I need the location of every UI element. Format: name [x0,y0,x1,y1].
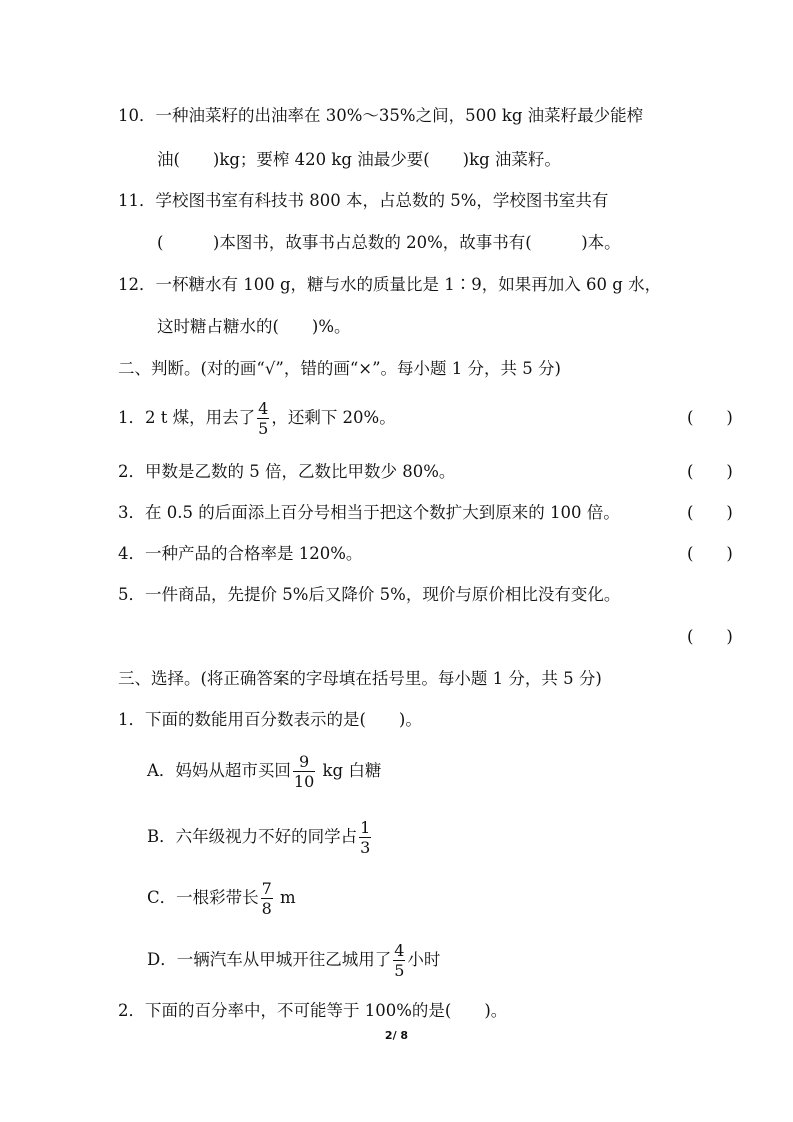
item-text: 一种油菜籽的出油率在 30%～35%之间，500 kg 油菜籽最少能榨 [155,106,644,125]
fraction-numerator: 4 [258,398,269,418]
item-number: 3． [118,503,145,522]
option-label: A． [147,761,176,780]
mc-option-b[interactable] [147,813,373,861]
item-12-line-1 [118,274,661,296]
mc-option-a[interactable] [147,747,381,795]
option-text-pre: 妈妈从超市买回 [175,761,291,780]
mc-question-1: 1．下面的数能用百分数表示的是( )。 [118,710,422,729]
section-2-title: 二、判断。(对的画“√”，错的画“×”。每小题 1 分，共 5 分) [118,359,561,378]
tf-item-5 [118,584,620,606]
tf-item-1 [118,396,396,440]
fraction-denominator: 5 [394,960,405,980]
option-text-pre: 六年级视力不好的同学占 [175,827,358,846]
answer-paren-4[interactable]: ( ) [687,544,733,563]
item-12-line-2 [157,316,351,338]
item-10-line-2 [157,149,561,171]
answer-paren-2[interactable]: ( ) [687,462,733,481]
fraction-numerator: 1 [360,817,371,837]
option-text-post: kg 白糖 [317,761,382,780]
item-number: 10． [118,106,156,125]
tf-item-2 [118,461,455,483]
option-text-pre: 一辆汽车从甲城开往乙城用了 [176,950,392,969]
tf-item-3 [118,502,620,524]
mc-option-d[interactable] [147,936,440,984]
section-3-title: 三、选择。(将正确答案的字母填在括号里。每小题 1 分，共 5 分) [118,669,602,688]
option-label: B． [147,827,176,846]
item-text: 在 0.5 的后面添上百分号相当于把这个数扩大到原来的 100 倍。 [145,503,620,522]
item-text: 一种产品的合格率是 120%。 [145,544,363,563]
item-number: 2． [118,462,145,481]
item-number: 5． [118,585,145,604]
item-text-post: ，还剩下 20%。 [271,408,396,427]
item-10-line-1 [118,105,643,127]
item-text: ( )本图书，故事书占总数的 20%，故事书有( )本。 [157,233,621,252]
fraction-denominator: 5 [258,418,269,438]
fraction [261,878,273,918]
item-text: 学校图书室有科技书 800 本，占总数的 5%，学校图书室共有 [155,191,609,210]
item-text: 油( )kg；要榨 420 kg 油最少要( )kg 油菜籽。 [157,150,561,169]
option-text-pre: 一根彩带长 [176,888,259,907]
tf-item-4 [118,543,362,565]
item-number: 11． [118,191,156,210]
option-text-post: 小时 [407,950,441,969]
fraction-denominator: 10 [293,771,315,791]
item-text: 一件商品，先提价 5%后又降价 5%，现价与原价相比没有变化。 [145,585,621,604]
option-label: C． [147,888,177,907]
item-number: 1． [118,408,145,427]
fraction-denominator: 3 [360,837,371,857]
fraction-numerator: 7 [261,878,272,898]
item-text-pre: 2 t 煤，用去了 [145,408,256,427]
item-text: 一杯糖水有 100 g，糖与水的质量比是 1∶9，如果再加入 60 g 水， [155,275,662,294]
item-11-line-1 [118,190,608,212]
page-number: 2/ 8 [384,1029,409,1042]
fraction [359,817,371,857]
fraction [257,398,269,438]
mc-question-2: 2．下面的百分率中，不可能等于 100%的是( )。 [118,1001,508,1020]
item-text: 这时糖占糖水的( )%。 [157,317,351,336]
item-number: 12． [118,275,156,294]
item-text: 甲数是乙数的 5 倍，乙数比甲数少 80%。 [145,462,456,481]
fraction-denominator: 8 [261,898,272,918]
option-label: D． [147,950,177,969]
answer-paren-5[interactable]: ( ) [687,627,733,646]
option-text-post: m [274,888,296,907]
answer-paren-1[interactable]: ( ) [687,408,733,427]
item-number: 4． [118,544,145,563]
fraction [293,751,315,791]
fraction [393,940,405,980]
mc-option-c[interactable] [147,874,296,922]
item-11-line-2 [157,232,621,254]
fraction-numerator: 4 [394,940,405,960]
answer-paren-3[interactable]: ( ) [687,503,733,522]
fraction-numerator: 9 [293,754,315,772]
